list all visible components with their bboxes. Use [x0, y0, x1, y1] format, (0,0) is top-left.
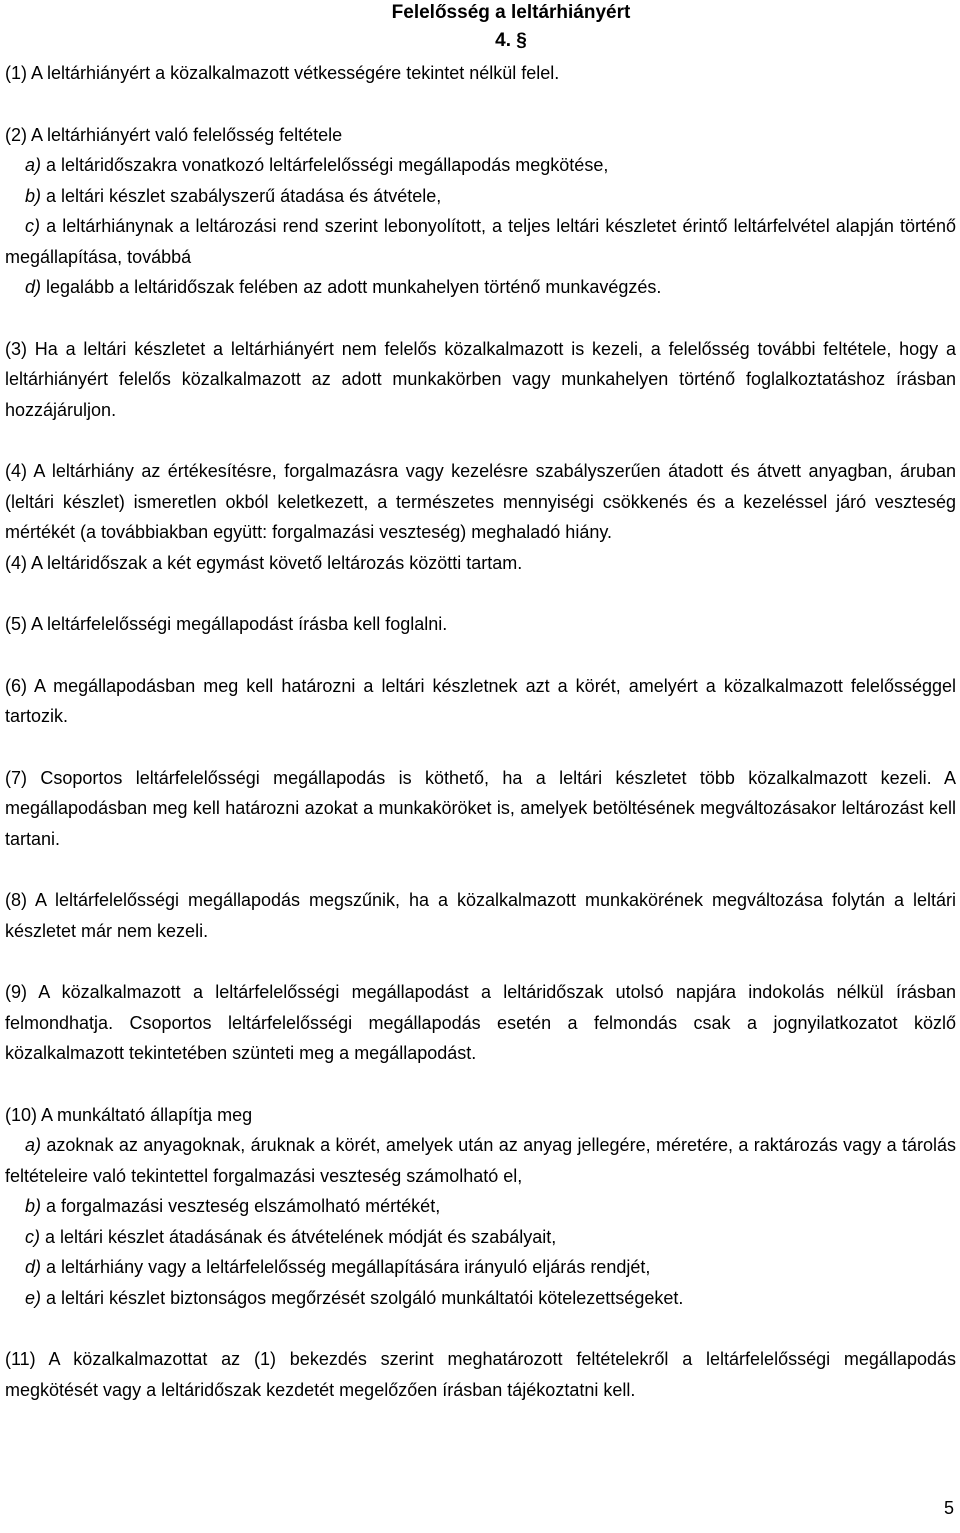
paragraph-4b: (4) A leltáridőszak a két egymást követő leltározás közötti tartam. — [5, 552, 523, 573]
paragraph-10 — [5, 1100, 956, 1314]
item-letter: b) — [25, 1196, 42, 1216]
spacer — [5, 303, 956, 334]
spacer — [5, 854, 956, 885]
item-text: azoknak az anyagoknak, áruknak a körét, amelyek után az anyag jellegére, méretére, a raktározás vagy a tárolás feltételeire való tekintettel forgalmazási veszteség számolható el, — [5, 1135, 956, 1186]
paragraph-10-item-c — [5, 1222, 956, 1253]
spacer — [5, 425, 956, 456]
item-text: a leltárhiánynak a leltározási rend szerint lebonyolított, a teljes leltári készletet érintő leltárfelvétel alapján történő megállapítása, továbbá — [5, 216, 956, 267]
paragraph-8: (8) A leltárfelelősségi megállapodás megszűnik, ha a közalkalmazott munkakörének megváltozása folytán a leltári készletet már nem kezeli. — [5, 890, 956, 941]
paragraph-10-item-a — [5, 1130, 956, 1191]
paragraph-9: (9) A közalkalmazott a leltárfelelősségi megállapodást a leltáridőszak utolsó napjára indokolás nélkül írásban felmondhatja. Csoportos leltárfelelősségi megállapodás esetén a felmondás csak a jognyilatkozatot közlő közalkalmazott tekintetében szünteti meg a megállapodást. — [5, 982, 956, 1063]
item-letter: b) — [25, 185, 42, 206]
spacer — [5, 732, 956, 763]
item-text: a leltárhiány vagy a leltárfelelősség megállapítására irányuló eljárás rendjét, — [41, 1257, 651, 1277]
section-number: 4. § — [495, 30, 527, 51]
page-number: 5 — [943, 1498, 954, 1518]
item-text: a leltáridőszakra vonatkozó leltárfelelősségi megállapodás megkötése, — [41, 155, 609, 175]
document-page — [5, 0, 956, 1405]
item-letter: a) — [25, 1135, 42, 1155]
spacer — [5, 640, 956, 671]
item-text: a leltári készlet átadásának és átvételének módját és szabályait, — [40, 1226, 557, 1247]
item-letter: c) — [25, 216, 40, 236]
spacer — [5, 946, 956, 977]
spacer — [5, 89, 956, 120]
paragraph-3: (3) Ha a leltári készletet a leltárhiányért nem felelős közalkalmazott is kezeli, a felelősség további feltétele, hogy a leltárhiányért felelős közalkalmazott az adott munkakörben vagy munkahelyen történő foglalkoztatáshoz írásban hozzájáruljon. — [5, 338, 956, 420]
paragraph-2-item-c — [5, 211, 956, 272]
item-letter: d) — [25, 277, 42, 297]
paragraph-2-item-b — [5, 181, 956, 212]
page-title: Felelősség a leltárhiányért — [391, 2, 631, 23]
paragraph-2 — [5, 120, 956, 303]
spacer — [5, 1069, 956, 1100]
paragraph-10-item-d — [5, 1252, 956, 1283]
item-text: legalább a leltáridőszak felében az adott munkahelyen történő munkavégzés. — [41, 277, 662, 297]
paragraph-5: (5) A leltárfelelősségi megállapodást írásba kell foglalni. — [5, 614, 448, 634]
item-letter: c) — [25, 1226, 40, 1247]
item-text: a leltári készlet biztonságos megőrzését szolgáló munkáltatói kötelezettségeket. — [41, 1287, 684, 1308]
spacer — [5, 1313, 956, 1344]
item-letter: d) — [25, 1257, 42, 1277]
paragraph-10-intro: (10) A munkáltató állapítja meg — [5, 1104, 253, 1125]
paragraph-4a: (4) A leltárhiány az értékesítésre, forgalmazásra vagy kezelésre szabályszerűen átadott és átvett anyagban, áruban (leltári készlet) ismeretlen okból keletkezett, a természetes mennyiségi csökkenés és a kezeléssel járó veszteség mértékét (a továbbiakban együtt: forgalmazási veszteség) meghaladó hiány. — [5, 461, 956, 542]
paragraph-6: (6) A megállapodásban meg kell határozni a leltári készletnek azt a körét, amelyért a közalkalmazott felelősséggel tartozik. — [5, 675, 956, 726]
paragraph-2-item-d — [5, 272, 956, 303]
paragraph-10-item-b — [5, 1191, 956, 1222]
paragraph-10-item-e — [5, 1283, 956, 1314]
paragraph-7: (7) Csoportos leltárfelelősségi megállapodás is köthető, ha a leltári készletet több közalkalmazott kezeli. A megállapodásban meg kell határozni azokat a munkaköröket is, amelyek betöltésének megváltozásakor leltározást kell tartani. — [5, 767, 956, 849]
paragraph-2-intro: (2) A leltárhiányért való felelősség feltétele — [5, 124, 343, 145]
paragraph-11: (11) A közalkalmazottat az (1) bekezdés szerint meghatározott feltételekről a leltárfelelősségi megállapodás megkötését vagy a leltáridőszak kezdetét megelőzően írásban tájékoztatni kell. — [5, 1349, 956, 1400]
item-text: a leltári készlet szabályszerű átadása és átvétele, — [41, 185, 442, 206]
spacer — [5, 578, 956, 609]
paragraph-2-item-a — [5, 150, 956, 181]
paragraph-1: (1) A leltárhiányért a közalkalmazott vétkességére tekintet nélkül felel. — [5, 63, 560, 83]
item-letter: a) — [25, 155, 42, 175]
item-letter: e) — [25, 1287, 42, 1308]
item-text: a forgalmazási veszteség elszámolható mértékét, — [41, 1196, 441, 1216]
